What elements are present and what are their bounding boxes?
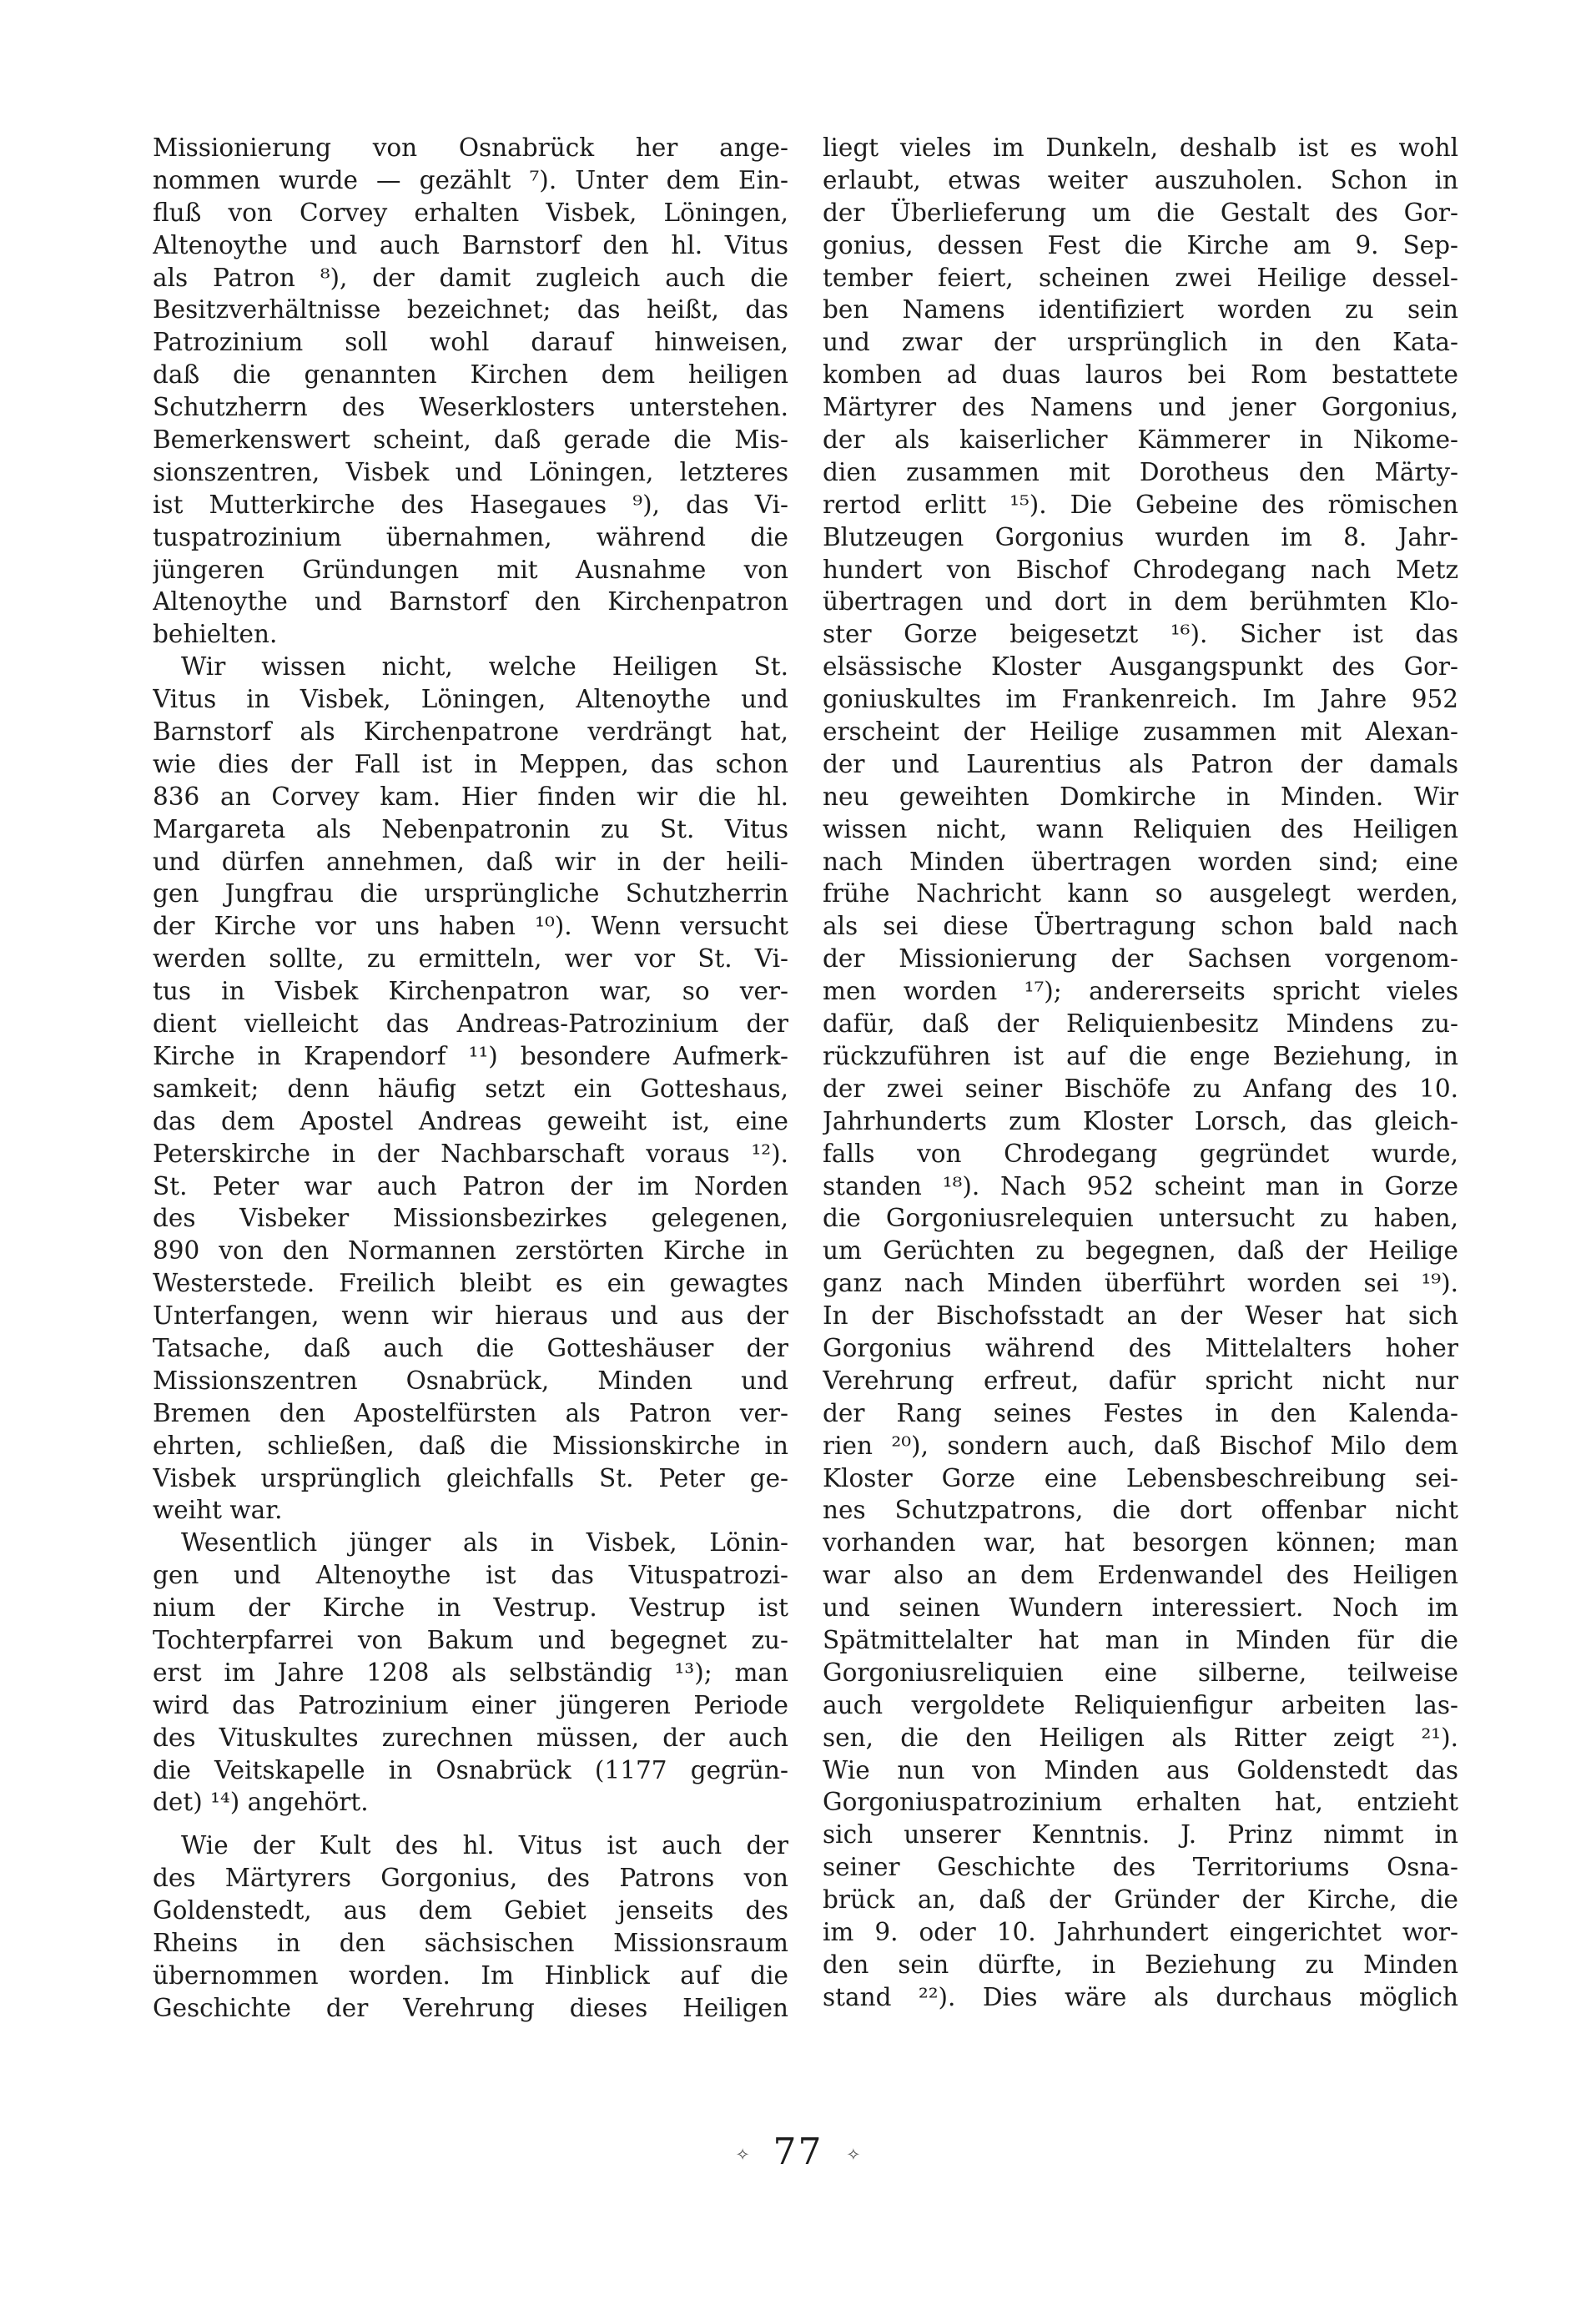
- text-line: nommen wurde — gezählt ⁷). Unter dem Ein-: [153, 165, 788, 194]
- text-line: nes Schutzpatrons, die dort offenbar nicht: [823, 1496, 1458, 1525]
- text-line: det) ¹⁴) angehört.: [153, 1788, 369, 1817]
- text-line: 836 an Corvey kam. Hier finden wir die hl.: [153, 782, 788, 811]
- right-text-column: [823, 132, 1458, 2014]
- text-line: Visbek ursprünglich gleichfalls St. Peter ge-: [153, 1463, 788, 1492]
- text-line: In der Bischofsstadt an der Weser hat sich: [823, 1301, 1458, 1331]
- text-line: rertod erlitt ¹⁵). Die Gebeine des römischen: [823, 490, 1458, 519]
- text-line: fluß von Corvey erhalten Visbek, Löningen,: [153, 198, 788, 227]
- text-line: ehrten, schließen, daß die Missionskirche in: [153, 1431, 788, 1460]
- text-line: erst im Jahre 1208 als selbständig ¹³); man: [153, 1658, 788, 1687]
- text-line: goniuskultes im Frankenreich. Im Jahre 952: [823, 685, 1458, 714]
- text-line: und seinen Wundern interessiert. Noch im: [823, 1593, 1458, 1623]
- text-line: samkeit; denn häufig setzt ein Gotteshaus,: [153, 1074, 788, 1103]
- text-line: wie dies der Fall ist in Meppen, das schon: [153, 749, 788, 778]
- text-line: jüngeren Gründungen mit Ausnahme von: [153, 555, 788, 584]
- text-line: auch vergoldete Reliquienfigur arbeiten las-: [823, 1690, 1458, 1719]
- text-line: tember feiert, scheinen zwei Heilige dessel-: [823, 263, 1458, 292]
- text-line: den sein dürfte, in Beziehung zu Minden: [823, 1950, 1458, 1979]
- text-line: elsässische Kloster Ausgangspunkt des Gor-: [823, 652, 1458, 682]
- page-footer: [0, 2131, 1596, 2176]
- text-line: Altenoythe und Barnstorf den Kirchenpatron: [153, 587, 788, 617]
- text-line: dient vielleicht das Andreas-Patrozinium der: [153, 1009, 788, 1039]
- text-line: wird das Patrozinium einer jüngeren Periode: [153, 1690, 788, 1719]
- text-line: des Visbeker Missionsbezirkes gelegenen,: [153, 1204, 788, 1233]
- text-line: dien zusammen mit Dorotheus den Märty-: [823, 457, 1458, 486]
- text-line: seiner Geschichte des Territoriums Osna-: [823, 1853, 1458, 1882]
- text-line: gonius, dessen Fest die Kirche am 9. Sep-: [823, 230, 1458, 259]
- text-line: Spätmittelalter hat man in Minden für die: [823, 1625, 1458, 1654]
- text-line: der und Laurentius als Patron der damals: [823, 749, 1458, 778]
- text-line: Peterskirche in der Nachbarschaft voraus ¹²).: [153, 1139, 788, 1168]
- text-line: Vitus in Visbek, Löningen, Altenoythe und: [153, 685, 788, 714]
- text-line: Bemerkenswert scheint, daß gerade die Mis-: [153, 425, 788, 455]
- text-line: erscheint der Heilige zusammen mit Alexan-: [823, 717, 1458, 747]
- text-line: Bremen den Apostelfürsten als Patron ver-: [153, 1398, 788, 1427]
- text-line: übernommen worden. Im Hinblick auf die: [153, 1960, 788, 1990]
- text-line: und dürfen annehmen, daß wir in der heili-: [153, 847, 788, 876]
- text-line: tuspatrozinium übernahmen, während die: [153, 522, 788, 551]
- text-line: Schutzherrn des Weserklosters unterstehen.: [153, 393, 788, 422]
- text-line: ster Gorze beigesetzt ¹⁶). Sicher ist das: [823, 620, 1458, 649]
- text-line: tus in Visbek Kirchenpatron war, so ver-: [153, 977, 788, 1006]
- text-line: stand ²²). Dies wäre als durchaus möglich: [823, 1982, 1458, 2011]
- text-line: nium der Kirche in Vestrup. Vestrup ist: [153, 1593, 788, 1623]
- text-line: dafür, daß der Reliquienbesitz Mindens zu-: [823, 1009, 1458, 1039]
- text-line: brück an, daß der Gründer der Kirche, die: [823, 1885, 1458, 1915]
- text-line: und zwar der ursprünglich in den Kata-: [823, 328, 1458, 357]
- text-line: Patrozinium soll wohl darauf hinweisen,: [153, 328, 788, 357]
- text-line: St. Peter war auch Patron der im Norden: [153, 1171, 788, 1200]
- text-line: Missionszentren Osnabrück, Minden und: [153, 1366, 788, 1395]
- text-line: Missionierung von Osnabrück her ange-: [153, 133, 788, 162]
- text-line: Gorgonius während des Mittelalters hoher: [823, 1333, 1458, 1362]
- text-line: das dem Apostel Andreas geweiht ist, eine: [153, 1106, 788, 1135]
- page-number: 77: [773, 2131, 823, 2173]
- text-line: liegt vieles im Dunkeln, deshalb ist es wohl: [823, 133, 1458, 162]
- text-line: Geschichte der Verehrung dieses Heiligen: [153, 1993, 788, 2022]
- text-line: des Vituskultes zurechnen müssen, der auch: [153, 1723, 788, 1752]
- text-line: 890 von den Normannen zerstörten Kirche in: [153, 1236, 788, 1266]
- text-line: rückzuführen ist auf die enge Beziehung, in: [823, 1041, 1458, 1070]
- text-line: Westerstede. Freilich bleibt es ein gewagtes: [153, 1269, 788, 1298]
- text-line: als Patron ⁸), der damit zugleich auch die: [153, 263, 788, 292]
- text-line: Gorgoniusreliquien eine silberne, teilweise: [823, 1658, 1458, 1687]
- text-line: neu geweihten Domkirche in Minden. Wir: [823, 782, 1458, 811]
- text-line: sen, die den Heiligen als Ritter zeigt ²¹).: [823, 1723, 1458, 1752]
- text-line: men worden ¹⁷); andererseits spricht vieles: [823, 977, 1458, 1006]
- ornament-star-icon: ✧: [735, 2144, 750, 2165]
- text-line: Blutzeugen Gorgonius wurden im 8. Jahr-: [823, 522, 1458, 551]
- text-line: Besitzverhältnisse bezeichnet; das heißt, das: [153, 295, 788, 325]
- text-line: Unterfangen, wenn wir hieraus und aus der: [153, 1301, 788, 1331]
- text-line: um Gerüchten zu begegnen, daß der Heilige: [823, 1236, 1458, 1266]
- text-line: des Märtyrers Gorgonius, des Patrons von: [153, 1864, 788, 1893]
- text-line: Rheins in den sächsischen Missionsraum: [153, 1928, 788, 1957]
- text-line: standen ¹⁸). Nach 952 scheint man in Gorze: [823, 1171, 1458, 1200]
- text-line: Goldenstedt, aus dem Gebiet jenseits des: [153, 1896, 788, 1925]
- text-line: gen und Altenoythe ist das Vituspatrozi-: [153, 1561, 788, 1590]
- text-line: hundert von Bischof Chrodegang nach Metz: [823, 555, 1458, 584]
- text-line: der zwei seiner Bischöfe zu Anfang des 10.: [823, 1074, 1458, 1103]
- text-line: werden sollte, zu ermitteln, wer vor St. Vi-: [153, 944, 788, 974]
- text-line: Barnstorf als Kirchenpatrone verdrängt hat,: [153, 717, 788, 747]
- text-line: vorhanden war, hat besorgen können; man: [823, 1528, 1458, 1558]
- text-line: sionszentren, Visbek und Löningen, letzteres: [153, 457, 788, 486]
- text-line: nach Minden übertragen worden sind; eine: [823, 847, 1458, 876]
- text-line: komben ad duas lauros bei Rom bestattete: [823, 360, 1458, 390]
- text-line: Verehrung erfreut, dafür spricht nicht nur: [823, 1366, 1458, 1395]
- text-line: Wie nun von Minden aus Goldenstedt das: [823, 1755, 1458, 1784]
- text-line: Gorgoniuspatrozinium erhalten hat, entzieht: [823, 1788, 1458, 1817]
- text-line: Wesentlich jünger als in Visbek, Lönin-: [181, 1528, 788, 1558]
- text-line: Wir wissen nicht, welche Heiligen St.: [181, 652, 788, 682]
- text-line: der Kirche vor uns haben ¹⁰). Wenn versucht: [153, 912, 788, 941]
- text-line: daß die genannten Kirchen dem heiligen: [153, 360, 788, 390]
- text-line: der als kaiserlicher Kämmerer in Nikome-: [823, 425, 1458, 455]
- text-line: Wie der Kult des hl. Vitus ist auch der: [181, 1831, 788, 1860]
- text-line: Kirche in Krapendorf ¹¹) besondere Aufmerk-: [153, 1041, 788, 1070]
- text-line: sich unserer Kenntnis. J. Prinz nimmt in: [823, 1820, 1458, 1850]
- text-line: als sei diese Übertragung schon bald nach: [823, 912, 1458, 941]
- left-text-column: [153, 132, 788, 2025]
- text-line: der Überlieferung um die Gestalt des Gor-: [823, 198, 1458, 227]
- text-line: war also an dem Erdenwandel des Heiligen: [823, 1561, 1458, 1590]
- text-line: die Veitskapelle in Osnabrück (1177 gegrün-: [153, 1755, 788, 1784]
- text-line: im 9. oder 10. Jahrhundert eingerichtet wor-: [823, 1917, 1458, 1946]
- text-line: der Rang seines Festes in den Kalenda-: [823, 1398, 1458, 1427]
- text-line: gen Jungfrau die ursprüngliche Schutzherrin: [153, 879, 788, 908]
- text-line: Tatsache, daß auch die Gotteshäuser der: [153, 1333, 788, 1362]
- text-line: Tochterpfarrei von Bakum und begegnet zu-: [153, 1625, 788, 1654]
- text-line: übertragen und dort in dem berühmten Klo-: [823, 587, 1458, 617]
- text-line: behielten.: [153, 620, 278, 649]
- text-line: Altenoythe und auch Barnstorf den hl. Vitus: [153, 230, 788, 259]
- text-line: weiht war.: [153, 1496, 283, 1525]
- text-line: rien ²⁰), sondern auch, daß Bischof Milo dem: [823, 1431, 1458, 1460]
- text-line: ganz nach Minden überführt worden sei ¹⁹).: [823, 1269, 1458, 1298]
- text-line: die Gorgoniusrelequien untersucht zu haben,: [823, 1204, 1458, 1233]
- text-line: der Missionierung der Sachsen vorgenom-: [823, 944, 1458, 974]
- text-line: frühe Nachricht kann so ausgelegt werden,: [823, 879, 1458, 908]
- text-line: Jahrhunderts zum Kloster Lorsch, das gleich-: [823, 1106, 1458, 1135]
- text-line: wissen nicht, wann Reliquien des Heiligen: [823, 814, 1458, 843]
- text-line: ist Mutterkirche des Hasegaues ⁹), das Vi-: [153, 490, 788, 519]
- text-line: Kloster Gorze eine Lebensbeschreibung sei-: [823, 1463, 1458, 1492]
- text-line: ben Namens identifiziert worden zu sein: [823, 295, 1458, 325]
- text-line: erlaubt, etwas weiter auszuholen. Schon in: [823, 165, 1458, 194]
- text-line: falls von Chrodegang gegründet wurde,: [823, 1139, 1458, 1168]
- text-line: Märtyrer des Namens und jener Gorgonius,: [823, 393, 1458, 422]
- ornament-star-icon: ✧: [846, 2144, 861, 2165]
- text-line: Margareta als Nebenpatronin zu St. Vitus: [153, 814, 788, 843]
